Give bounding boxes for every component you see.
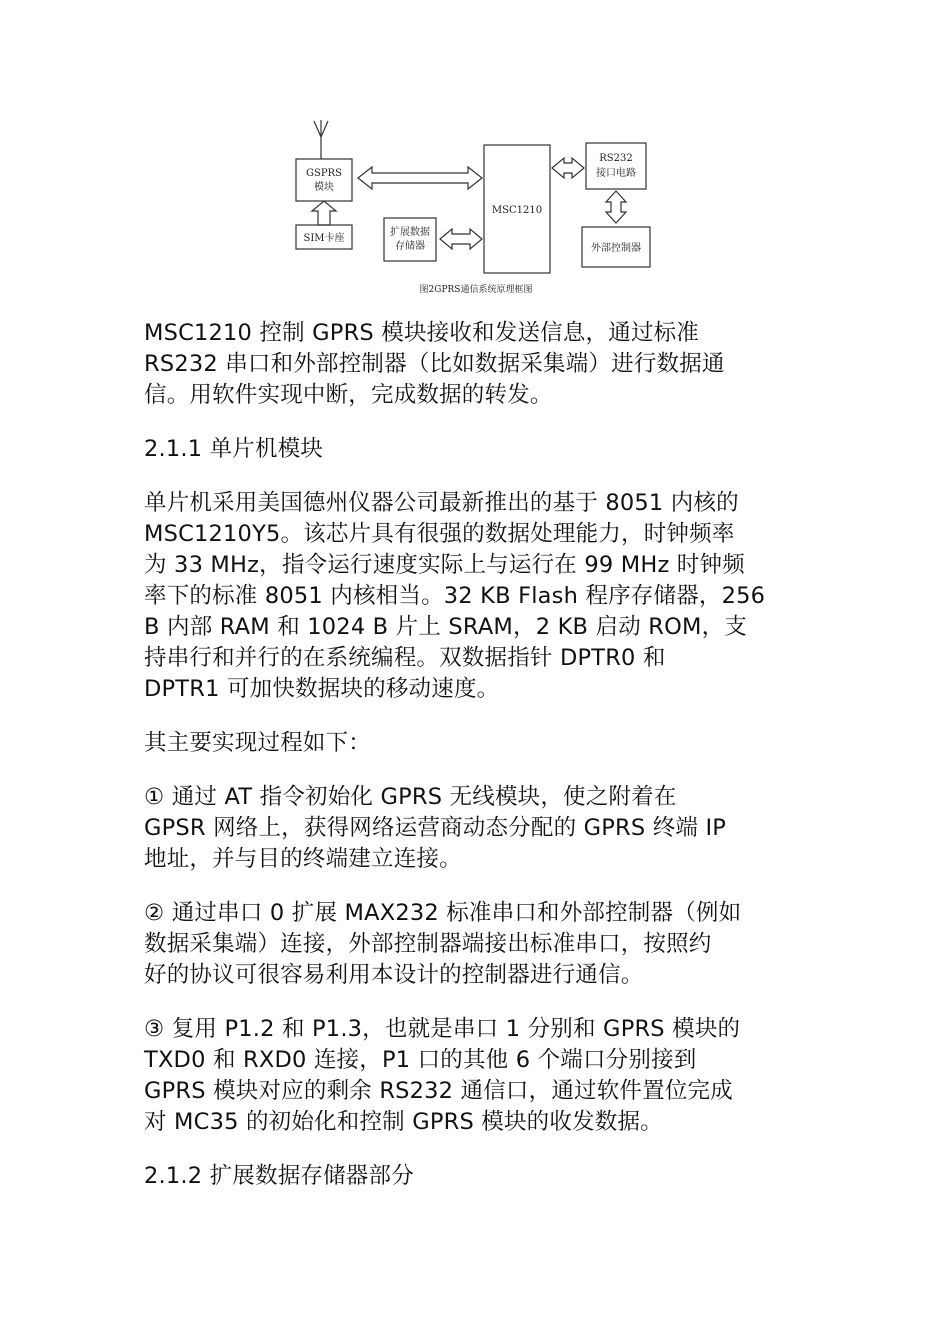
rs232-line1: RS232 bbox=[599, 153, 633, 164]
paragraph-process-intro bbox=[144, 728, 834, 759]
gsprs-label-line1: GSPRS bbox=[306, 168, 342, 179]
paragraph-intro bbox=[144, 318, 834, 411]
text-line: 数据采集端）连接，外部控制器端接出标准串口，按照约 bbox=[144, 931, 712, 957]
paragraph-step-3 bbox=[144, 1014, 834, 1138]
msc-rs232-double-arrow bbox=[552, 158, 584, 178]
rs232-block bbox=[586, 143, 646, 189]
paragraph-step-2 bbox=[144, 898, 834, 991]
msc1210-label: MSC1210 bbox=[491, 205, 543, 216]
sim-label: SIM卡座 bbox=[303, 233, 345, 244]
paragraph-step-1 bbox=[144, 782, 834, 875]
text-line: ② 通过串口 0 扩展 MAX232 标准串口和外部控制器（例如 bbox=[144, 900, 742, 926]
text-line: B 内部 RAM 和 1024 B 片上 SRAM，2 KB 启动 ROM，支 bbox=[144, 614, 748, 640]
text-line: ③ 复用 P1.2 和 P1.3，也就是串口 1 分别和 GPRS 模块的 bbox=[144, 1016, 741, 1042]
text-line: 持串行和并行的在系统编程。双数据指针 DPTR0 和 bbox=[144, 645, 666, 671]
text-line: DPTR1 可加快数据块的移动速度。 bbox=[144, 676, 500, 702]
text-line: 2.1.1 单片机模块 bbox=[144, 436, 324, 462]
text-line: GPRS 模块对应的剩余 RS232 通信口，通过软件置位完成 bbox=[144, 1078, 733, 1104]
text-line: ① 通过 AT 指令初始化 GPRS 无线模块，使之附着在 bbox=[144, 784, 677, 810]
text-line: 其主要实现过程如下： bbox=[144, 730, 372, 756]
text-line: 地址，并与目的终端建立连接。 bbox=[144, 846, 462, 872]
text-line: TXD0 和 RXD0 连接，P1 口的其他 6 个端口分别接到 bbox=[144, 1047, 697, 1073]
text-line: RS232 串口和外部控制器（比如数据采集端）进行数据通 bbox=[144, 351, 725, 377]
ext-storage-block bbox=[384, 218, 436, 261]
gsprs-module-block bbox=[296, 159, 352, 201]
ext-storage-line2: 存储器 bbox=[395, 241, 425, 252]
msc1210-block bbox=[484, 145, 550, 273]
text-line: 2.1.2 扩展数据存储器部分 bbox=[144, 1163, 414, 1189]
text-line: MSC1210 控制 GPRS 模块接收和发送信息，通过标准 bbox=[144, 320, 700, 346]
text-line: 单片机采用美国德州仪器公司最新推出的基于 8051 内核的 bbox=[144, 490, 739, 516]
storage-msc-double-arrow bbox=[440, 229, 482, 249]
text-line: MSC1210Y5。该芯片具有很强的数据处理能力，时钟频率 bbox=[144, 521, 735, 547]
sim-seat-block bbox=[296, 225, 352, 249]
figure-caption: 图2GPRS通信系统原理框图 bbox=[419, 285, 533, 295]
section-heading-2-1-1 bbox=[144, 434, 834, 465]
ext-controller-label: 外部控制器 bbox=[591, 243, 641, 254]
rs232-controller-double-arrow bbox=[606, 191, 626, 223]
text-line: 率下的标准 8051 内核相当。32 KB Flash 程序存储器，256 bbox=[144, 583, 766, 609]
text-line: 好的协议可很容易利用本设计的控制器进行通信。 bbox=[144, 962, 644, 988]
section-heading-2-1-2 bbox=[144, 1161, 834, 1192]
ext-storage-line1: 扩展数据 bbox=[390, 227, 430, 238]
body-text bbox=[144, 318, 834, 1192]
text-line: 对 MC35 的初始化和控制 GPRS 模块的收发数据。 bbox=[144, 1109, 663, 1135]
ext-controller-block bbox=[582, 227, 650, 267]
sim-to-gsprs-arrow bbox=[312, 201, 336, 225]
gsprs-label-line2: 模块 bbox=[314, 182, 334, 193]
rs232-line2: 接口电路 bbox=[596, 168, 636, 179]
text-line: 信。用软件实现中断，完成数据的转发。 bbox=[144, 382, 553, 408]
text-line: GPSR 网络上，获得网络运营商动态分配的 GPRS 终端 IP bbox=[144, 815, 727, 841]
paragraph-mcu bbox=[144, 488, 834, 705]
gsprs-msc-double-arrow bbox=[358, 167, 482, 189]
antenna-icon bbox=[314, 120, 328, 159]
text-line: 为 33 MHz，指令运行速度实际上与运行在 99 MHz 时钟频 bbox=[144, 552, 745, 578]
system-block-diagram bbox=[290, 115, 662, 300]
